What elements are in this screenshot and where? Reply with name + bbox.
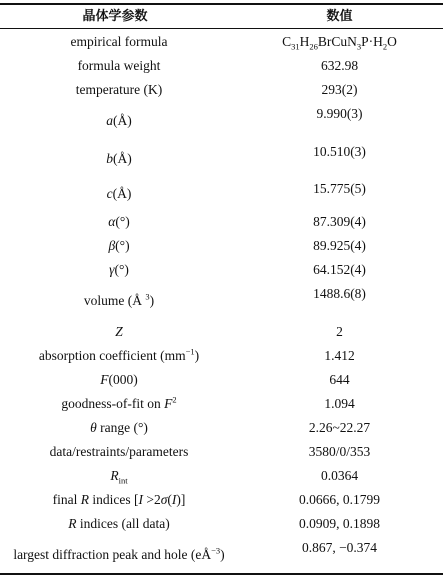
table-row: [0, 258, 443, 282]
table-row: [0, 416, 443, 440]
table-row: [0, 210, 443, 234]
value-z: 2: [336, 324, 343, 339]
table-row: [0, 140, 443, 177]
param-theta-range: θ range (°): [90, 420, 148, 435]
param-empirical-formula: empirical formula: [70, 34, 168, 49]
value-a: 9.990(3): [316, 106, 363, 121]
table-row: [0, 536, 443, 573]
value-c: 15.775(5): [313, 181, 366, 196]
value-empirical-formula: $C_{31}H_{26}BrCuN_3P\cdot H_2O$: [282, 34, 397, 52]
param-gamma: γ(°): [109, 262, 129, 277]
header-values: 数值: [326, 9, 353, 24]
param-temperature: temperature (K): [75, 82, 163, 97]
table-row: [0, 30, 443, 54]
table-row: [0, 54, 443, 78]
value-goodness-of-fit: 1.094: [324, 396, 355, 411]
table-row: [0, 512, 443, 536]
value-alpha: 87.309(4): [313, 214, 366, 229]
table-row: [0, 320, 443, 344]
table-row: [0, 344, 443, 368]
param-c: c(Å): [106, 185, 132, 201]
value-r-indices-all-data: 0.0909, 0.1898: [299, 516, 380, 531]
param-b: b(Å): [106, 150, 132, 166]
table-row: [0, 282, 443, 320]
param-a: a(Å): [106, 113, 132, 128]
param-goodness-of-fit: goodness-of-fit on $F^2$: [61, 394, 177, 411]
param-alpha: α(°): [108, 214, 130, 229]
table-row: [0, 392, 443, 416]
value-beta: 89.925(4): [313, 238, 366, 253]
param-final-r-indices: final R indices [I >2σ(I)]: [52, 492, 186, 507]
param-largest-peak-hole: largest diffraction peak and hole $(eÅ^{-3})$: [13, 545, 225, 562]
value-data-restraints-parameters: 3580/0/353: [308, 444, 371, 459]
value-temperature: 293(2): [321, 82, 358, 97]
value-b: 10.510(3): [313, 144, 366, 159]
param-data-restraints-parameters: data/restraints/parameters: [49, 444, 189, 459]
table-row: [0, 234, 443, 258]
value-absorption-coefficient: 1.412: [324, 348, 355, 363]
value-f000: 644: [329, 372, 350, 387]
value-gamma: 64.152(4): [313, 262, 366, 277]
table-row: [0, 368, 443, 392]
param-volume: volume (Å $^3$): [83, 291, 155, 308]
param-f000: F(000): [100, 372, 138, 387]
table-top-rule: [0, 3, 443, 5]
param-absorption-coefficient: absorption coefficient $(mm^{-1})$: [38, 346, 200, 363]
param-z: Z: [115, 324, 123, 339]
table-row: [0, 177, 443, 210]
value-theta-range: 2.26~22.27: [308, 420, 371, 435]
table-header-rule: [0, 28, 443, 29]
header-parameters: 晶体学参数: [82, 9, 148, 24]
table-bottom-rule: [0, 573, 443, 575]
value-largest-peak-hole: 0.867, −0.374: [301, 540, 378, 555]
param-beta: β(°): [108, 238, 130, 253]
param-rint: $R_{int}$: [110, 468, 128, 486]
value-rint: 0.0364: [320, 468, 359, 483]
table-row: [0, 102, 443, 140]
value-final-r-indices: 0.0666, 0.1799: [299, 492, 380, 507]
param-r-indices-all-data: R indices (all data): [68, 516, 170, 531]
table-row: [0, 78, 443, 102]
table-row: [0, 440, 443, 464]
value-formula-weight: 632.98: [320, 58, 359, 73]
table-row: [0, 464, 443, 488]
param-formula-weight: formula weight: [77, 58, 161, 73]
table-row: [0, 488, 443, 512]
value-volume: 1488.6(8): [313, 286, 366, 301]
